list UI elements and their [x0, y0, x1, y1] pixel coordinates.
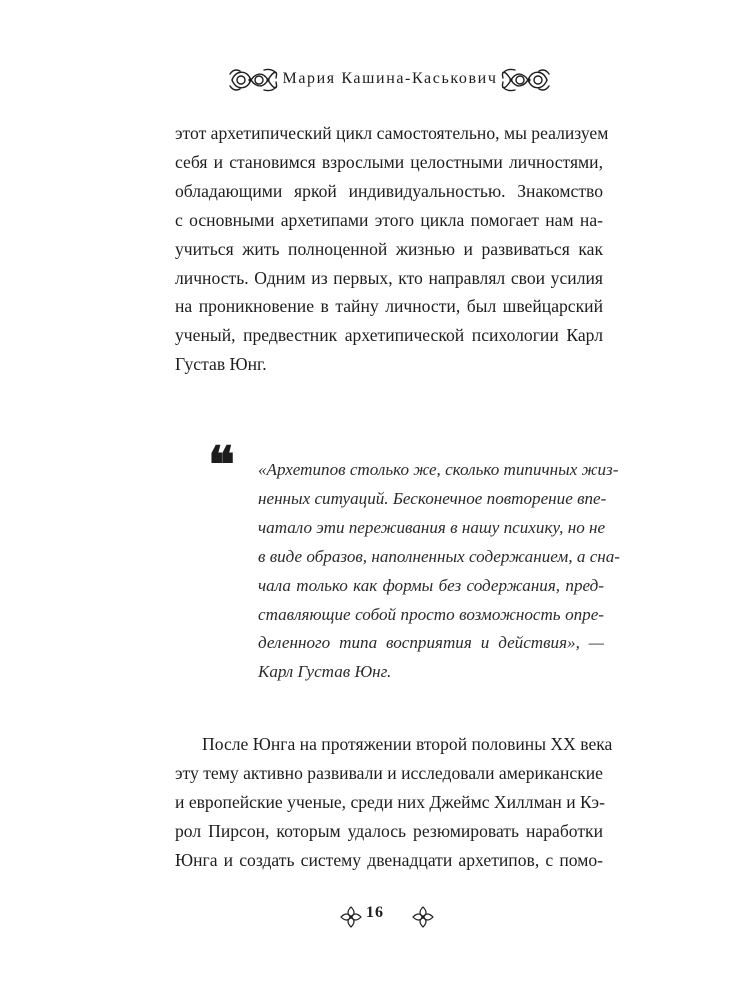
body-paragraph [175, 119, 609, 379]
text-line: Густав Юнг. [175, 354, 267, 375]
quote-line: деленного типа восприятия и действия», — [258, 633, 604, 653]
running-title: Мария Кашина-Каськович [282, 70, 498, 87]
quote-line: чатало эти переживания в нашу психику, но не [258, 517, 606, 537]
flower-ornament-icon [412, 904, 434, 934]
text-line: этот архетипический цикл самостоятельно, мы реализуем [175, 123, 609, 143]
text-line: обладающими яркой индивидуальностью. Знакомство [175, 180, 603, 201]
quote-line: ненных ситуаций. Бесконечное повторение впе- [258, 488, 607, 508]
text-line: себя и становимся взрослыми целостными личностями, [175, 151, 603, 172]
knot-ornament-icon [228, 66, 280, 98]
text-line: и европейские ученые, среди них Джеймс Хиллман и Кэ- [175, 791, 605, 812]
blockquote [258, 456, 620, 687]
quote-author: Карл Густав Юнг. [258, 662, 392, 682]
text-line: учиться жить полноценной жизнью и развиваться как [175, 238, 603, 259]
quote-line: «Архетипов столько же, сколько типичных жиз- [258, 460, 619, 479]
text-line: После Юнга на протяжении второй половины XX века [202, 734, 613, 754]
text-line: ученый, предвестник архетипической психологии Карл [175, 325, 603, 346]
body-paragraph [175, 730, 613, 875]
quote-line: в виде образов, наполненных содержанием, а сна- [258, 546, 620, 566]
text-line: на проникновение в тайну личности, был швейцарский [175, 296, 603, 317]
text-line: эту тему активно развивали и исследовали американские [175, 762, 603, 783]
text-line: Юнга и создать систему двенадцати архетипов, с помо- [175, 849, 603, 870]
text-line: с основными архетипами этого цикла помогает нам на- [175, 209, 603, 230]
text-line: личность. Одним из первых, кто направлял свои усилия [175, 267, 603, 288]
page-number: 16 [366, 904, 384, 921]
text-line: рол Пирсон, которым удалось резюмировать наработки [175, 820, 603, 841]
quote-line: ставляющие собой просто возможность опре- [258, 604, 604, 624]
page-footer [0, 904, 750, 934]
running-header [0, 60, 750, 100]
knot-ornament-icon [499, 66, 551, 98]
quote-mark-icon: ❝ [208, 435, 235, 494]
quote-line: чала только как формы без содержания, пред- [258, 575, 604, 595]
